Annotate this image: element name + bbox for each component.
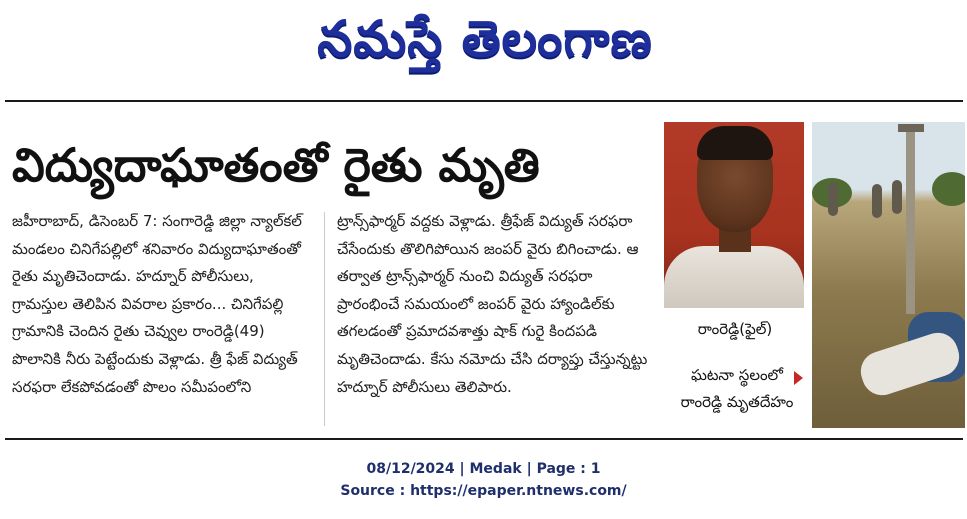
newspaper-masthead: నమస్తే తెలంగాణ [317,10,653,68]
footer-edition-info: 08/12/2024 | Medak | Page : 1 [366,461,601,477]
scene-bystander [872,184,882,218]
article-column-2 [337,208,659,432]
article-text-column-1: జహీరాబాద్, డిసెంబర్ 7: సంగారెడ్డి జిల్లా న్యాల్‌కల్ మండలం చినిగేపల్లిలో శనివారం విద్యుదాఘాతంతో రైతు మృతిచెందాడు. హద్నూర్ పోలీసులు, గ్రామస్తుల తెలిపిన వివరాల ప్రకారం... చినిగేపల్లి గ్రామానికి చెందిన రైతు చెవ్వుల రాంరెడ్డి(49) పొలానికి నీరు పెట్టేందుకు వెళ్లాడు. త్రీ ఫేజ్ విద్యుత్ సరఫరా లేకపోవడంతో పొలం సమీపంలోని [12,212,302,396]
column-divider [324,212,325,426]
scene-caption [664,362,810,418]
scene-bystander [828,182,838,216]
portrait-caption: రాంరెడ్డి(ఫైల్) [697,320,773,338]
portrait-hair [697,126,773,160]
scene-bystander [892,180,902,214]
scene-bush [932,172,965,206]
scene-caption-line-1: ఘటనా స్థలంలో [690,366,783,384]
top-rule [5,100,963,102]
electric-pole [906,124,915,314]
incident-scene-photo [812,122,965,428]
article-column-1 [12,208,312,432]
footer-source: Source : https://epaper.ntnews.com/ [340,483,627,499]
article-text-column-2: ట్రాన్స్‌ఫార్మర్ వద్దకు వెళ్లాడు. త్రీఫేజ్ విద్యుత్ సరఫరా చేసేందుకు తొలిగిపోయిన జంపర్ వైరు బిగించాడు. ఆ తర్వాత ట్రాన్స్‌ఫార్మర్ నుంచి విద్యుత్ సరఫరా ప్రారంభించే సమయంలో జంపర్ వైరు హ్యాండిల్‌కు తగలడంతో ప్రమాదవశాత్తు షాక్ గురై కిందపడి మృతిచెందాడు. కేసు నమోదు చేసి దర్యాప్తు చేస్తున్నట్టు హద్నూర్ పోలీసులు తెలిపారు. [337,212,648,396]
pole-crossbar [898,124,924,132]
bottom-rule [5,438,963,440]
portrait-shirt [664,246,804,308]
portrait-photo [664,122,804,308]
article-headline: విద్యుదాఘాతంతో రైతు మృతి [12,138,540,192]
scene-caption-line-2: రాంరెడ్డి మృతదేహం [680,393,794,411]
